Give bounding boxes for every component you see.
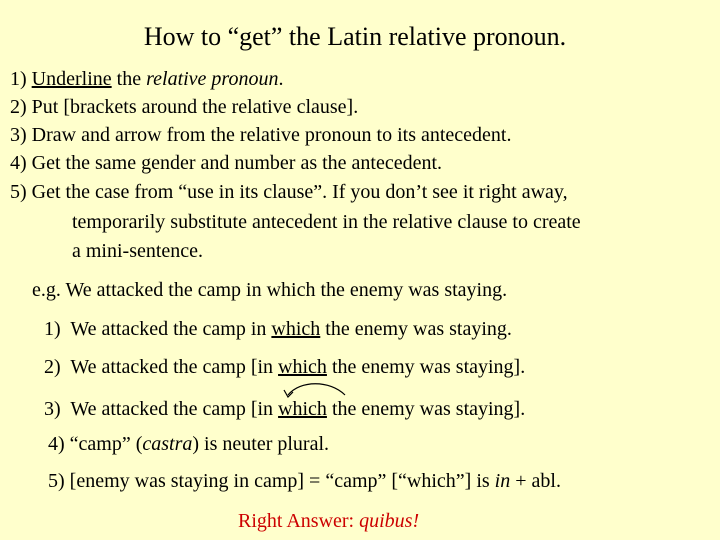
- step-1: [10, 68, 283, 91]
- step-4: 4) Get the same gender and number as the antecedent.: [10, 152, 443, 174]
- example-3-post: the enemy was staying].: [326, 398, 526, 420]
- step-1-underlined-word: Underline: [31, 68, 112, 90]
- example-1: [44, 318, 512, 341]
- example-3: [44, 398, 525, 421]
- example-5-italic: in: [494, 470, 511, 492]
- step-2: 2) Put [brackets around the relative clause].: [10, 96, 359, 118]
- right-answer: [238, 510, 419, 533]
- example-3-pre: We attacked the camp [in: [70, 398, 279, 420]
- step-1-italic: relative pronoun: [146, 68, 279, 90]
- step-1-end: .: [278, 68, 284, 90]
- arrow-head: [284, 390, 293, 397]
- example-1-number: 1): [44, 318, 61, 340]
- step-3: 3) Draw and arrow from the relative pronoun to its antecedent.: [10, 124, 512, 146]
- example-3-relative-pronoun: which: [278, 398, 327, 420]
- example-1-post: the enemy was staying.: [320, 318, 512, 340]
- example-4: [48, 433, 329, 456]
- right-answer-label: Right Answer:: [238, 510, 360, 532]
- example-2-number: 2): [44, 356, 61, 378]
- example-5-pre: 5) [enemy was staying in camp] = “camp” [“which”] is: [48, 470, 495, 492]
- example-1-pre: We attacked the camp in: [70, 318, 272, 340]
- example-2: [44, 356, 525, 379]
- step-1-number: 1): [10, 68, 27, 90]
- example-2-pre: We attacked the camp [in: [70, 356, 279, 378]
- step-5-line-3: a mini-sentence.: [72, 240, 204, 262]
- slide-title: How to “get” the Latin relative pronoun.: [143, 22, 567, 51]
- step-5-line-1: 5) Get the case from “use in its clause”. If you don’t see it right away,: [10, 181, 568, 203]
- step-1-mid: the: [111, 68, 147, 90]
- arrow-curve: [288, 384, 345, 395]
- example-3-number: 3): [44, 398, 61, 420]
- example-4-post: ) is neuter plural.: [192, 433, 330, 455]
- step-5-line-2: temporarily substitute antecedent in the relative clause to create: [72, 211, 581, 233]
- example-1-relative-pronoun: which: [271, 318, 321, 340]
- right-answer-value: quibus!: [359, 510, 420, 532]
- example-2-relative-pronoun: which: [278, 356, 327, 378]
- example-5-post: + abl.: [510, 470, 561, 492]
- example-4-pre: 4) “camp” (: [48, 433, 143, 455]
- example-intro: e.g. We attacked the camp in which the enemy was staying.: [32, 279, 508, 301]
- example-4-italic: castra: [142, 433, 193, 455]
- example-5: [48, 470, 561, 493]
- example-2-post: the enemy was staying].: [326, 356, 526, 378]
